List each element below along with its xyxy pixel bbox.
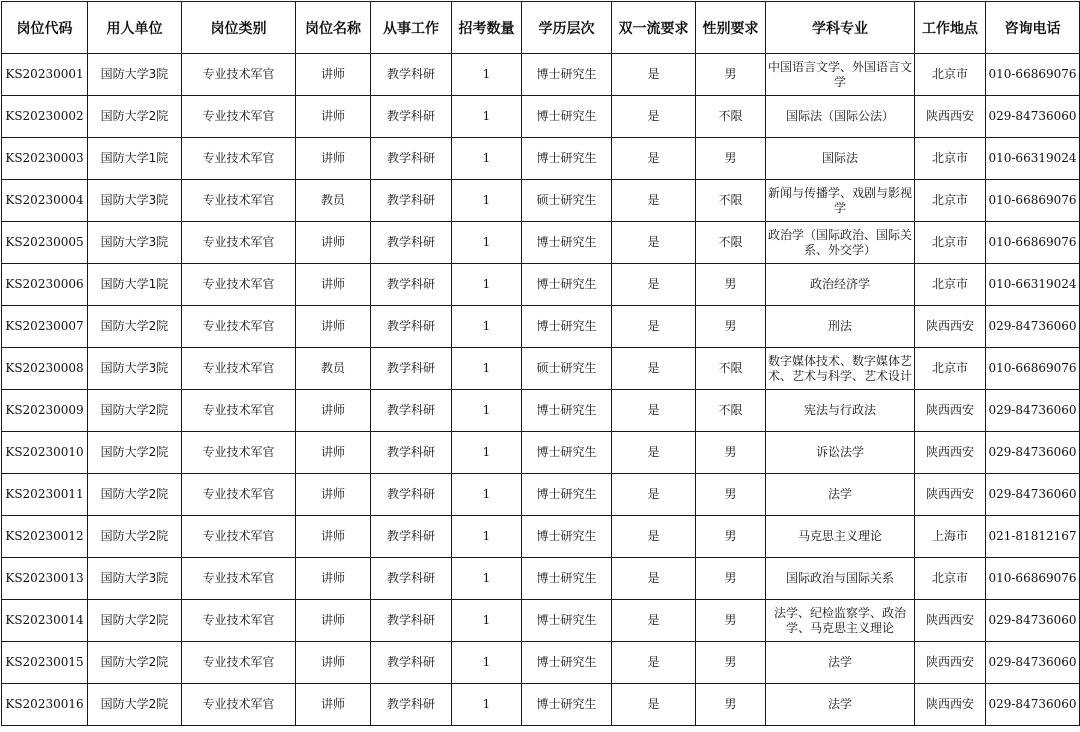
cell-employer: 国防大学3院	[88, 180, 182, 222]
cell-gender-requirement: 男	[696, 600, 766, 642]
cell-double-first-class: 是	[612, 390, 696, 432]
table-row	[2, 54, 1080, 96]
cell-employer: 国防大学1院	[88, 138, 182, 180]
cell-discipline-major: 法学	[766, 474, 915, 516]
table-row	[2, 600, 1080, 642]
cell-work-type: 教学科研	[371, 138, 452, 180]
cell-gender-requirement: 男	[696, 558, 766, 600]
cell-post-title: 讲师	[296, 600, 371, 642]
cell-work-type: 教学科研	[371, 432, 452, 474]
cell-quota: 1	[452, 432, 522, 474]
cell-work-type: 教学科研	[371, 306, 452, 348]
header-post-code: 岗位代码	[2, 2, 88, 54]
cell-gender-requirement: 男	[696, 306, 766, 348]
cell-work-type: 教学科研	[371, 390, 452, 432]
cell-discipline-major: 新闻与传播学、戏剧与影视学	[766, 180, 915, 222]
cell-gender-requirement: 男	[696, 516, 766, 558]
cell-contact-phone: 010-66319024	[986, 138, 1080, 180]
cell-post-category: 专业技术军官	[182, 516, 296, 558]
cell-work-location: 陕西西安	[915, 684, 986, 726]
recruitment-table	[1, 1, 1080, 726]
cell-quota: 1	[452, 96, 522, 138]
table-row	[2, 558, 1080, 600]
cell-employer: 国防大学2院	[88, 390, 182, 432]
table-body	[2, 54, 1080, 726]
cell-employer: 国防大学2院	[88, 432, 182, 474]
cell-employer: 国防大学2院	[88, 96, 182, 138]
cell-employer: 国防大学3院	[88, 558, 182, 600]
table-row	[2, 642, 1080, 684]
cell-education-level: 博士研究生	[522, 96, 612, 138]
cell-gender-requirement: 不限	[696, 348, 766, 390]
table-row	[2, 516, 1080, 558]
cell-post-code: KS20230006	[2, 264, 88, 306]
cell-post-category: 专业技术军官	[182, 642, 296, 684]
cell-work-type: 教学科研	[371, 684, 452, 726]
cell-contact-phone: 021-81812167	[986, 516, 1080, 558]
cell-contact-phone: 010-66869076	[986, 54, 1080, 96]
header-work-location: 工作地点	[915, 2, 986, 54]
cell-employer: 国防大学2院	[88, 684, 182, 726]
cell-post-title: 讲师	[296, 558, 371, 600]
cell-employer: 国防大学3院	[88, 348, 182, 390]
cell-post-code: KS20230001	[2, 54, 88, 96]
cell-double-first-class: 是	[612, 138, 696, 180]
cell-post-title: 讲师	[296, 474, 371, 516]
cell-gender-requirement: 男	[696, 432, 766, 474]
cell-post-title: 讲师	[296, 54, 371, 96]
cell-gender-requirement: 男	[696, 138, 766, 180]
cell-post-code: KS20230003	[2, 138, 88, 180]
cell-post-category: 专业技术军官	[182, 222, 296, 264]
cell-contact-phone: 010-66869076	[986, 558, 1080, 600]
cell-work-type: 教学科研	[371, 600, 452, 642]
cell-post-title: 讲师	[296, 642, 371, 684]
cell-quota: 1	[452, 348, 522, 390]
cell-discipline-major: 政治学（国际政治、国际关系、外交学）	[766, 222, 915, 264]
table-row	[2, 684, 1080, 726]
cell-post-title: 讲师	[296, 516, 371, 558]
cell-quota: 1	[452, 54, 522, 96]
header-employer: 用人单位	[88, 2, 182, 54]
cell-gender-requirement: 男	[696, 684, 766, 726]
cell-post-category: 专业技术军官	[182, 558, 296, 600]
cell-quota: 1	[452, 558, 522, 600]
cell-double-first-class: 是	[612, 474, 696, 516]
header-row	[2, 2, 1080, 54]
cell-post-code: KS20230005	[2, 222, 88, 264]
cell-double-first-class: 是	[612, 642, 696, 684]
table-row	[2, 138, 1080, 180]
cell-work-location: 北京市	[915, 222, 986, 264]
cell-post-code: KS20230009	[2, 390, 88, 432]
cell-post-code: KS20230016	[2, 684, 88, 726]
cell-work-location: 陕西西安	[915, 306, 986, 348]
cell-gender-requirement: 男	[696, 474, 766, 516]
cell-post-category: 专业技术军官	[182, 684, 296, 726]
table-row	[2, 432, 1080, 474]
cell-post-code: KS20230004	[2, 180, 88, 222]
cell-double-first-class: 是	[612, 306, 696, 348]
cell-work-location: 陕西西安	[915, 642, 986, 684]
cell-contact-phone: 029-84736060	[986, 600, 1080, 642]
table-row	[2, 348, 1080, 390]
cell-employer: 国防大学2院	[88, 516, 182, 558]
cell-education-level: 博士研究生	[522, 684, 612, 726]
cell-double-first-class: 是	[612, 96, 696, 138]
cell-contact-phone: 010-66869076	[986, 180, 1080, 222]
cell-work-type: 教学科研	[371, 558, 452, 600]
cell-post-code: KS20230011	[2, 474, 88, 516]
cell-post-title: 讲师	[296, 264, 371, 306]
cell-work-type: 教学科研	[371, 264, 452, 306]
cell-quota: 1	[452, 390, 522, 432]
cell-education-level: 博士研究生	[522, 222, 612, 264]
cell-post-category: 专业技术军官	[182, 348, 296, 390]
cell-post-code: KS20230012	[2, 516, 88, 558]
cell-work-type: 教学科研	[371, 180, 452, 222]
cell-employer: 国防大学2院	[88, 600, 182, 642]
cell-post-title: 讲师	[296, 432, 371, 474]
header-post-title: 岗位名称	[296, 2, 371, 54]
cell-work-type: 教学科研	[371, 516, 452, 558]
table-row	[2, 264, 1080, 306]
cell-contact-phone: 029-84736060	[986, 642, 1080, 684]
cell-work-type: 教学科研	[371, 222, 452, 264]
cell-post-title: 教员	[296, 348, 371, 390]
cell-employer: 国防大学1院	[88, 264, 182, 306]
cell-work-type: 教学科研	[371, 474, 452, 516]
cell-post-code: KS20230015	[2, 642, 88, 684]
cell-post-title: 教员	[296, 180, 371, 222]
cell-post-code: KS20230010	[2, 432, 88, 474]
cell-contact-phone: 029-84736060	[986, 96, 1080, 138]
cell-contact-phone: 029-84736060	[986, 432, 1080, 474]
cell-discipline-major: 国际政治与国际关系	[766, 558, 915, 600]
cell-quota: 1	[452, 264, 522, 306]
cell-discipline-major: 法学	[766, 684, 915, 726]
cell-post-title: 讲师	[296, 390, 371, 432]
cell-post-code: KS20230007	[2, 306, 88, 348]
cell-double-first-class: 是	[612, 432, 696, 474]
cell-work-location: 北京市	[915, 54, 986, 96]
cell-work-type: 教学科研	[371, 642, 452, 684]
cell-work-location: 北京市	[915, 264, 986, 306]
cell-post-category: 专业技术军官	[182, 180, 296, 222]
cell-double-first-class: 是	[612, 54, 696, 96]
cell-education-level: 博士研究生	[522, 558, 612, 600]
cell-double-first-class: 是	[612, 264, 696, 306]
cell-double-first-class: 是	[612, 516, 696, 558]
cell-work-location: 陕西西安	[915, 96, 986, 138]
cell-discipline-major: 国际法	[766, 138, 915, 180]
header-discipline-major: 学科专业	[766, 2, 915, 54]
table-row	[2, 222, 1080, 264]
cell-quota: 1	[452, 138, 522, 180]
cell-discipline-major: 政治经济学	[766, 264, 915, 306]
cell-work-location: 北京市	[915, 180, 986, 222]
table-row	[2, 474, 1080, 516]
cell-work-location: 上海市	[915, 516, 986, 558]
cell-discipline-major: 数字媒体技术、数字媒体艺术、艺术与科学、艺术设计	[766, 348, 915, 390]
cell-quota: 1	[452, 180, 522, 222]
cell-contact-phone: 010-66319024	[986, 264, 1080, 306]
cell-contact-phone: 010-66869076	[986, 222, 1080, 264]
cell-education-level: 博士研究生	[522, 264, 612, 306]
cell-post-title: 讲师	[296, 96, 371, 138]
cell-work-location: 陕西西安	[915, 432, 986, 474]
table-row	[2, 390, 1080, 432]
cell-employer: 国防大学2院	[88, 642, 182, 684]
cell-education-level: 博士研究生	[522, 516, 612, 558]
cell-discipline-major: 宪法与行政法	[766, 390, 915, 432]
cell-gender-requirement: 不限	[696, 96, 766, 138]
cell-post-category: 专业技术军官	[182, 96, 296, 138]
cell-post-code: KS20230008	[2, 348, 88, 390]
cell-employer: 国防大学3院	[88, 54, 182, 96]
cell-quota: 1	[452, 474, 522, 516]
cell-double-first-class: 是	[612, 600, 696, 642]
header-double-first-class: 双一流要求	[612, 2, 696, 54]
cell-post-category: 专业技术军官	[182, 432, 296, 474]
cell-post-title: 讲师	[296, 306, 371, 348]
header-quota: 招考数量	[452, 2, 522, 54]
cell-quota: 1	[452, 600, 522, 642]
header-education-level: 学历层次	[522, 2, 612, 54]
cell-gender-requirement: 男	[696, 54, 766, 96]
header-contact-phone: 咨询电话	[986, 2, 1080, 54]
cell-post-category: 专业技术军官	[182, 474, 296, 516]
cell-post-title: 讲师	[296, 138, 371, 180]
cell-employer: 国防大学3院	[88, 222, 182, 264]
cell-quota: 1	[452, 306, 522, 348]
cell-contact-phone: 010-66869076	[986, 348, 1080, 390]
cell-gender-requirement: 不限	[696, 180, 766, 222]
cell-discipline-major: 中国语言文学、外国语言文学	[766, 54, 915, 96]
cell-contact-phone: 029-84736060	[986, 390, 1080, 432]
cell-quota: 1	[452, 684, 522, 726]
cell-post-category: 专业技术军官	[182, 306, 296, 348]
cell-post-category: 专业技术军官	[182, 600, 296, 642]
cell-education-level: 博士研究生	[522, 390, 612, 432]
cell-quota: 1	[452, 222, 522, 264]
cell-double-first-class: 是	[612, 558, 696, 600]
cell-gender-requirement: 男	[696, 642, 766, 684]
cell-education-level: 博士研究生	[522, 54, 612, 96]
cell-education-level: 博士研究生	[522, 642, 612, 684]
table-row	[2, 96, 1080, 138]
cell-post-title: 讲师	[296, 222, 371, 264]
cell-discipline-major: 法学、纪检监察学、政治学、马克思主义理论	[766, 600, 915, 642]
cell-employer: 国防大学2院	[88, 306, 182, 348]
cell-work-location: 陕西西安	[915, 600, 986, 642]
cell-work-type: 教学科研	[371, 54, 452, 96]
cell-work-type: 教学科研	[371, 348, 452, 390]
cell-post-code: KS20230013	[2, 558, 88, 600]
cell-work-location: 陕西西安	[915, 390, 986, 432]
cell-double-first-class: 是	[612, 348, 696, 390]
cell-post-title: 讲师	[296, 684, 371, 726]
cell-work-location: 北京市	[915, 348, 986, 390]
cell-double-first-class: 是	[612, 180, 696, 222]
cell-education-level: 硕士研究生	[522, 348, 612, 390]
cell-double-first-class: 是	[612, 222, 696, 264]
cell-discipline-major: 国际法（国际公法）	[766, 96, 915, 138]
cell-contact-phone: 029-84736060	[986, 684, 1080, 726]
cell-education-level: 硕士研究生	[522, 180, 612, 222]
cell-employer: 国防大学2院	[88, 474, 182, 516]
cell-work-location: 北京市	[915, 558, 986, 600]
table-row	[2, 306, 1080, 348]
cell-discipline-major: 诉讼法学	[766, 432, 915, 474]
cell-work-type: 教学科研	[371, 96, 452, 138]
cell-gender-requirement: 不限	[696, 222, 766, 264]
cell-quota: 1	[452, 516, 522, 558]
table-row	[2, 180, 1080, 222]
cell-post-code: KS20230002	[2, 96, 88, 138]
cell-double-first-class: 是	[612, 684, 696, 726]
cell-education-level: 博士研究生	[522, 138, 612, 180]
cell-contact-phone: 029-84736060	[986, 474, 1080, 516]
cell-post-code: KS20230014	[2, 600, 88, 642]
header-post-category: 岗位类别	[182, 2, 296, 54]
cell-post-category: 专业技术军官	[182, 390, 296, 432]
cell-education-level: 博士研究生	[522, 600, 612, 642]
cell-education-level: 博士研究生	[522, 432, 612, 474]
cell-work-location: 陕西西安	[915, 474, 986, 516]
cell-discipline-major: 刑法	[766, 306, 915, 348]
cell-quota: 1	[452, 642, 522, 684]
header-gender-requirement: 性别要求	[696, 2, 766, 54]
cell-gender-requirement: 男	[696, 264, 766, 306]
cell-discipline-major: 马克思主义理论	[766, 516, 915, 558]
cell-contact-phone: 029-84736060	[986, 306, 1080, 348]
cell-work-location: 北京市	[915, 138, 986, 180]
header-work-type: 从事工作	[371, 2, 452, 54]
cell-post-category: 专业技术军官	[182, 138, 296, 180]
cell-gender-requirement: 不限	[696, 390, 766, 432]
cell-education-level: 博士研究生	[522, 474, 612, 516]
table-header	[2, 2, 1080, 54]
cell-education-level: 博士研究生	[522, 306, 612, 348]
cell-discipline-major: 法学	[766, 642, 915, 684]
cell-post-category: 专业技术军官	[182, 264, 296, 306]
cell-post-category: 专业技术军官	[182, 54, 296, 96]
